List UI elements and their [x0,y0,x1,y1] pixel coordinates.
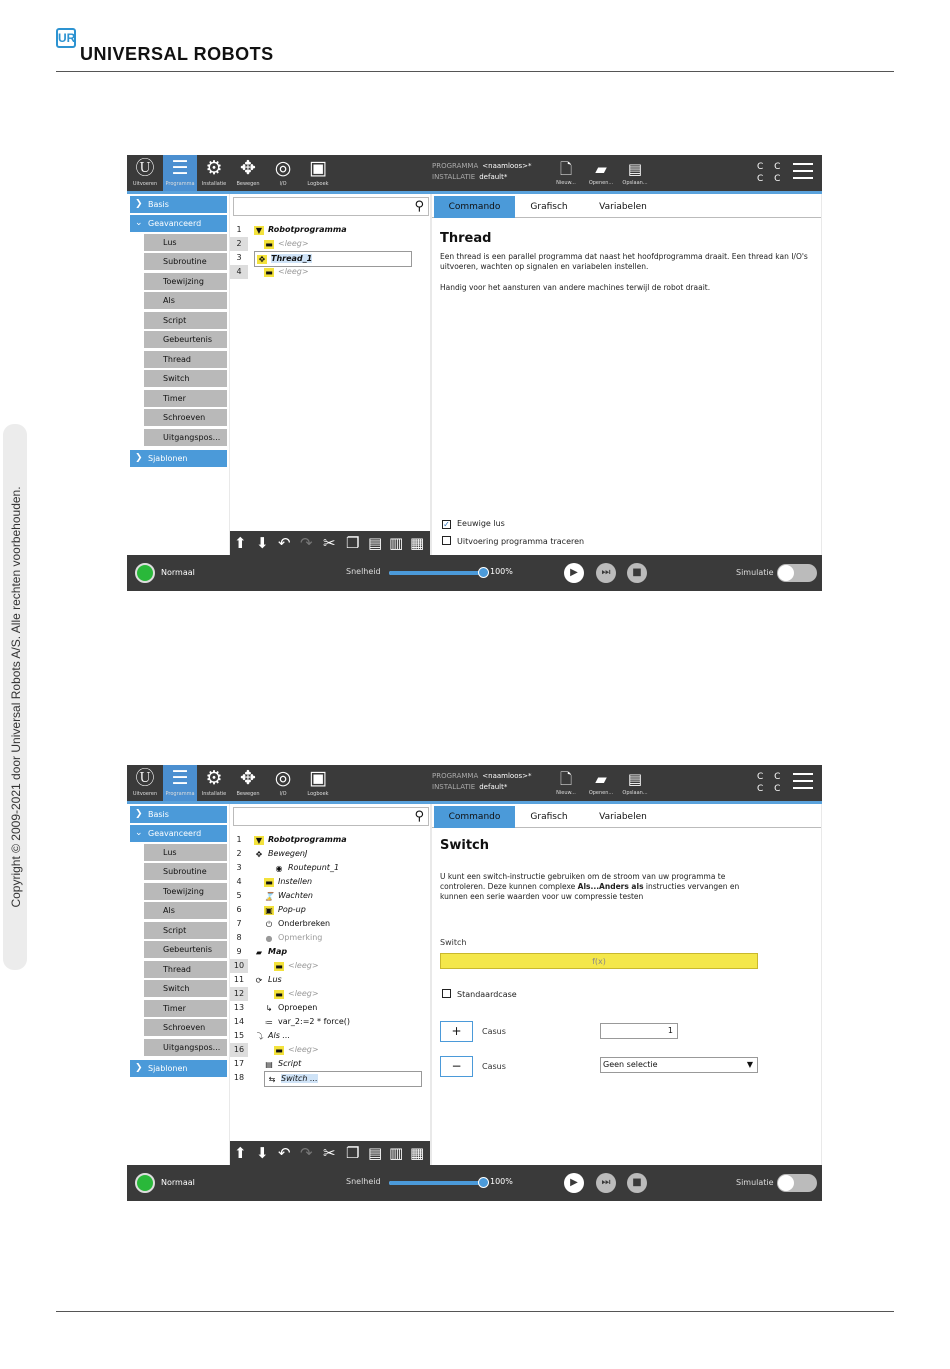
speed-slider-handle[interactable] [478,567,489,578]
simulation-label: Simulatie [736,568,774,577]
assignment-icon: ≔ [265,1018,273,1027]
undo-icon[interactable]: ↶ [278,534,291,552]
chevron-right-icon: ❯ [135,199,143,209]
copy-icon[interactable]: ❐ [346,1144,360,1162]
simulation-toggle[interactable] [777,564,817,582]
switch-expression-field[interactable]: f(x) [440,953,758,969]
tree-row[interactable]: 4 ▬ <leeg> [230,265,430,279]
move-icon: ✥ [255,850,263,859]
top-bar [127,765,822,801]
program-icon: ☰ [171,767,189,789]
footer-bar [127,555,822,591]
trace-checkbox[interactable]: Uitvoering programma traceren [442,536,584,548]
remove-case-button[interactable]: − [440,1056,473,1077]
copy-icon[interactable]: ❐ [346,534,360,552]
brand-logo [56,28,316,68]
tree-row[interactable]: 2 ✥ BewegenJ [236,849,308,859]
speed-label: Snelheid [346,1177,381,1186]
ur-logo-icon: UR [56,28,76,48]
program-tree-pane [230,194,430,555]
node-uitgangspositie[interactable]: Uitgangspos... [144,429,227,447]
if-icon: ⤵ [255,1032,263,1041]
save-button[interactable]: ▤ Opslaan... [620,158,650,190]
category-advanced[interactable]: ⌄ Geavanceerd [130,825,227,842]
move-up-icon[interactable]: ⬆ [234,1144,247,1162]
node-gebeurtenis[interactable]: Gebeurtenis [144,941,227,959]
new-file-icon: 🗋 [559,770,573,788]
simulation-label: Simulatie [736,1178,774,1187]
node-lus[interactable]: Lus [144,844,227,862]
empty-node-icon: ▬ [265,268,273,277]
command-hint: Handig voor het aansturen van andere machines terwijl de robot draait. [440,283,711,292]
node-als[interactable]: Als [144,292,227,310]
paste-icon[interactable]: ▤ [368,534,383,552]
redo-icon[interactable]: ↷ [300,534,313,552]
forever-loop-checkbox[interactable]: ✓ Eeuwige lus [443,519,505,529]
node-script[interactable]: Script [144,312,227,330]
tree-row[interactable]: 12 ▬ <leeg> [230,987,430,1001]
cc-indicator: C C C C [757,162,785,184]
step-icon[interactable]: ⏭ [596,1173,616,1193]
tab-bar [432,806,821,828]
dropdown-arrow-icon: ▼ [746,1060,753,1069]
call-icon: ↳ [265,1004,273,1013]
stop-icon[interactable]: ■ [627,563,647,583]
nav-run[interactable]: Ⓤ Uitvoeren [128,155,162,191]
cut-icon[interactable]: ✂ [323,1144,336,1162]
tree-row[interactable]: 3 ◉ Routepunt_1 [236,863,340,873]
node-subroutine[interactable]: Subroutine [144,253,227,271]
tree-toolbar [230,531,430,555]
move-arrows-icon: ✥ [240,157,256,179]
tab-grafisch[interactable]: Grafisch [530,812,568,822]
loop-icon: ⟳ [255,976,263,985]
tree-row[interactable]: 11 ⟳ Lus [233,975,282,985]
tree-row[interactable]: 6 ▣ Pop-up [236,905,306,915]
halt-icon: ⏻ [265,920,273,929]
move-down-icon[interactable]: ⬇ [256,534,269,552]
nav-program[interactable]: ☰ Programma [163,765,197,801]
switch-label: Switch [440,938,467,947]
node-switch[interactable]: Switch [144,370,227,388]
program-info: PROGRAMMA <naamloos>* INSTALLATIE default* [432,772,532,791]
node-script[interactable]: Script [144,922,227,940]
folder-icon: ▰ [595,770,607,788]
top-bar [127,155,822,191]
nav-move[interactable]: ✥ Bewegen [231,155,265,191]
screenshot-switch [127,765,822,1201]
speed-slider[interactable] [389,1181,484,1185]
tab-commando[interactable]: Commando [434,196,515,218]
node-als[interactable]: Als [144,902,227,920]
tree-row[interactable]: 3 ✥ Thread_1 [230,251,430,265]
empty-node-icon: ▬ [275,962,283,971]
step-icon[interactable]: ⏭ [596,563,616,583]
nav-io[interactable]: ◎ I/O [266,765,300,801]
program-info: PROGRAMMA <naamloos>* INSTALLATIE default* [432,162,532,181]
node-timer[interactable]: Timer [144,390,227,408]
command-pane [432,804,821,1165]
nav-run[interactable]: Ⓤ Uitvoeren [128,765,162,801]
tab-commando[interactable]: Commando [434,806,515,828]
open-button[interactable]: ▰ Openen... [586,158,616,190]
tree-row[interactable]: 8 ● Opmerking [236,933,323,943]
paste-icon[interactable]: ▤ [368,1144,383,1162]
robot-arm-icon: ⚙ [205,767,223,789]
speed-slider[interactable] [389,571,484,575]
node-lus[interactable]: Lus [144,234,227,252]
save-icon: ▤ [627,770,643,788]
tree-row[interactable]: 16 ▬ <leeg> [230,1043,430,1057]
tree-row[interactable]: 10 ▬ <leeg> [230,959,430,973]
case-value-input[interactable]: 1 [600,1023,678,1039]
node-toewijzing[interactable]: Toewijzing [144,273,227,291]
nav-installation[interactable]: ⚙ Installatie [197,155,231,191]
stop-icon[interactable]: ■ [627,1173,647,1193]
empty-node-icon: ▬ [275,1046,283,1055]
command-description: Een thread is een parallel programma dat naast het hoofdprogramma draait. Een thread kan I/O's uitvoeren, wachten op signalen en variabelen instellen. [440,252,808,271]
add-case-button[interactable]: + [440,1021,473,1042]
simulation-toggle[interactable] [777,1174,817,1192]
chevron-right-icon: ❯ [135,453,143,463]
nav-installation[interactable]: ⚙ Installatie [197,765,231,801]
node-timer[interactable]: Timer [144,1000,227,1018]
chevron-right-icon: ❯ [135,1063,143,1073]
log-icon: ▣ [309,767,327,789]
new-file-icon: 🗋 [559,160,573,178]
move-down-icon[interactable]: ⬇ [256,1144,269,1162]
default-case-checkbox[interactable]: Standaardcase [442,989,517,1001]
node-toewijzing[interactable]: Toewijzing [144,883,227,901]
category-basis[interactable]: ❯ Basis [130,806,227,823]
hamburger-menu-icon[interactable] [793,163,813,179]
tree-row[interactable]: 13 ↳ Oproepen [233,1003,318,1013]
brand-name: UNIVERSAL ROBOTS [80,44,274,64]
program-icon: ▼ [255,836,263,845]
speed-label: Snelheid [346,567,381,576]
suppress-icon[interactable]: ▦ [410,1144,425,1162]
tab-variabelen[interactable]: Variabelen [599,202,647,212]
play-icon[interactable]: ▶ [564,563,584,583]
command-title: Switch [440,838,490,853]
program-icon: ☰ [171,157,189,179]
nav-log[interactable]: ▣ Logboek [301,765,335,801]
delete-icon[interactable]: ▥ [389,1144,404,1162]
ur-icon: Ⓤ [135,767,155,789]
io-icon: ◎ [274,157,292,179]
search-input[interactable] [233,807,429,826]
tree-row[interactable]: 1 ▼ Robotprogramma [236,225,347,235]
tab-variabelen[interactable]: Variabelen [599,812,647,822]
speed-value: 100% [490,567,513,576]
redo-icon[interactable]: ↷ [300,1144,313,1162]
node-switch[interactable]: Switch [144,980,227,998]
new-button[interactable]: 🗋 Nieuw... [551,768,581,800]
speed-value: 100% [490,1177,513,1186]
log-icon: ▣ [309,157,327,179]
robot-mode: Normaal [161,568,195,577]
tree-row[interactable]: 1 ▼ Robotprogramma [236,835,347,845]
move-up-icon[interactable]: ⬆ [234,534,247,552]
cut-icon[interactable]: ✂ [323,534,336,552]
save-button[interactable]: ▤ Opslaan... [620,768,650,800]
command-description: U kunt een switch-instructie gebruiken om de stroom van uw programma te controleren. Deze kunnen complexe Als...Anders als instructies vervangen en kunnen een serie waarden voor uw compressie testen [440,872,740,901]
tree-row[interactable]: 9 ▰ Map [236,947,288,957]
search-input[interactable] [233,197,429,216]
empty-node-icon: ▬ [275,990,283,999]
robot-mode: Normaal [161,1178,195,1187]
chevron-down-icon: ⌄ [135,218,143,228]
tree-row[interactable]: 5 ⌛ Wachten [236,891,313,901]
hourglass-icon: ⌛ [264,892,274,901]
case-label: Casus [482,1027,506,1036]
copyright-text: Copyright © 2009-2021 door Universal Robots A/S. Alle rechten voorbehouden. [9,486,23,908]
status-led[interactable] [135,1173,155,1193]
ur-icon: Ⓤ [135,157,155,179]
folder-icon: ▰ [255,948,263,957]
tab-bar [432,196,821,218]
node-subroutine[interactable]: Subroutine [144,863,227,881]
popup-icon: ▣ [265,906,273,915]
hamburger-menu-icon[interactable] [793,773,813,789]
node-schroeven[interactable]: Schroeven [144,1019,227,1037]
tree-toolbar [230,1141,430,1165]
new-button[interactable]: 🗋 Nieuw... [551,158,581,190]
switch-icon: ⇆ [268,1075,276,1084]
tree-row[interactable]: 15 ⤵ Als ... [233,1031,291,1041]
program-icon: ▼ [255,226,263,235]
nav-io[interactable]: ◎ I/O [266,155,300,191]
robot-arm-icon: ⚙ [205,157,223,179]
tree-row[interactable]: 18 ⇆ Switch ... [230,1071,430,1085]
move-arrows-icon: ✥ [240,767,256,789]
screenshot-thread [127,155,822,591]
save-icon: ▤ [627,160,643,178]
delete-icon[interactable]: ▥ [389,534,404,552]
node-thread[interactable]: Thread [144,351,227,369]
set-icon: ▬ [265,878,273,887]
io-icon: ◎ [274,767,292,789]
comment-icon: ● [265,934,273,943]
tree-row[interactable]: 14 ≔ var_2:=2 * force() [233,1017,350,1027]
program-tree-pane [230,804,430,1165]
footer-bar [127,1165,822,1201]
tree-row[interactable]: 7 ⏻ Onderbreken [236,919,331,929]
tree-row[interactable]: 17 ▤ Script [233,1059,302,1069]
node-thread[interactable]: Thread [144,961,227,979]
cc-indicator: C C C C [757,772,785,794]
category-sjablonen[interactable]: ❯ Sjablonen [130,450,227,467]
header-divider [56,71,894,72]
suppress-icon[interactable]: ▦ [410,534,425,552]
tab-grafisch[interactable]: Grafisch [530,202,568,212]
empty-node-icon: ▬ [265,240,273,249]
program-node-list [127,804,229,1165]
category-basis[interactable]: ❯ Basis [130,196,227,213]
command-pane [432,194,821,555]
chevron-right-icon: ❯ [135,809,143,819]
node-gebeurtenis[interactable]: Gebeurtenis [144,331,227,349]
undo-icon[interactable]: ↶ [278,1144,291,1162]
category-sjablonen[interactable]: ❯ Sjablonen [130,1060,227,1077]
status-led[interactable] [135,563,155,583]
category-advanced[interactable]: ⌄ Geavanceerd [130,215,227,232]
nav-move[interactable]: ✥ Bewegen [231,765,265,801]
open-button[interactable]: ▰ Openen... [586,768,616,800]
tree-row[interactable]: 4 ▬ Instellen [236,877,313,887]
play-icon[interactable]: ▶ [564,1173,584,1193]
thread-icon: ✥ [258,255,266,264]
script-icon: ▤ [265,1060,273,1069]
speed-slider-handle[interactable] [478,1177,489,1188]
folder-icon: ▰ [595,160,607,178]
footer-divider [56,1311,894,1312]
node-uitgangspositie[interactable]: Uitgangspos... [144,1039,227,1057]
nav-log[interactable]: ▣ Logboek [301,155,335,191]
waypoint-icon: ◉ [275,864,283,873]
search-icon: ⚲ [414,199,424,214]
nav-program[interactable]: ☰ Programma [163,155,197,191]
case-select[interactable]: Geen selectie ▼ [600,1057,758,1073]
node-schroeven[interactable]: Schroeven [144,409,227,427]
checkmark-icon: ✓ [443,520,450,529]
program-node-list [127,194,229,555]
chevron-down-icon: ⌄ [135,828,143,838]
case-label: Casus [482,1062,506,1071]
command-title: Thread [440,231,492,246]
search-icon: ⚲ [414,809,424,824]
tree-row[interactable]: 2 ▬ <leeg> [230,237,430,251]
